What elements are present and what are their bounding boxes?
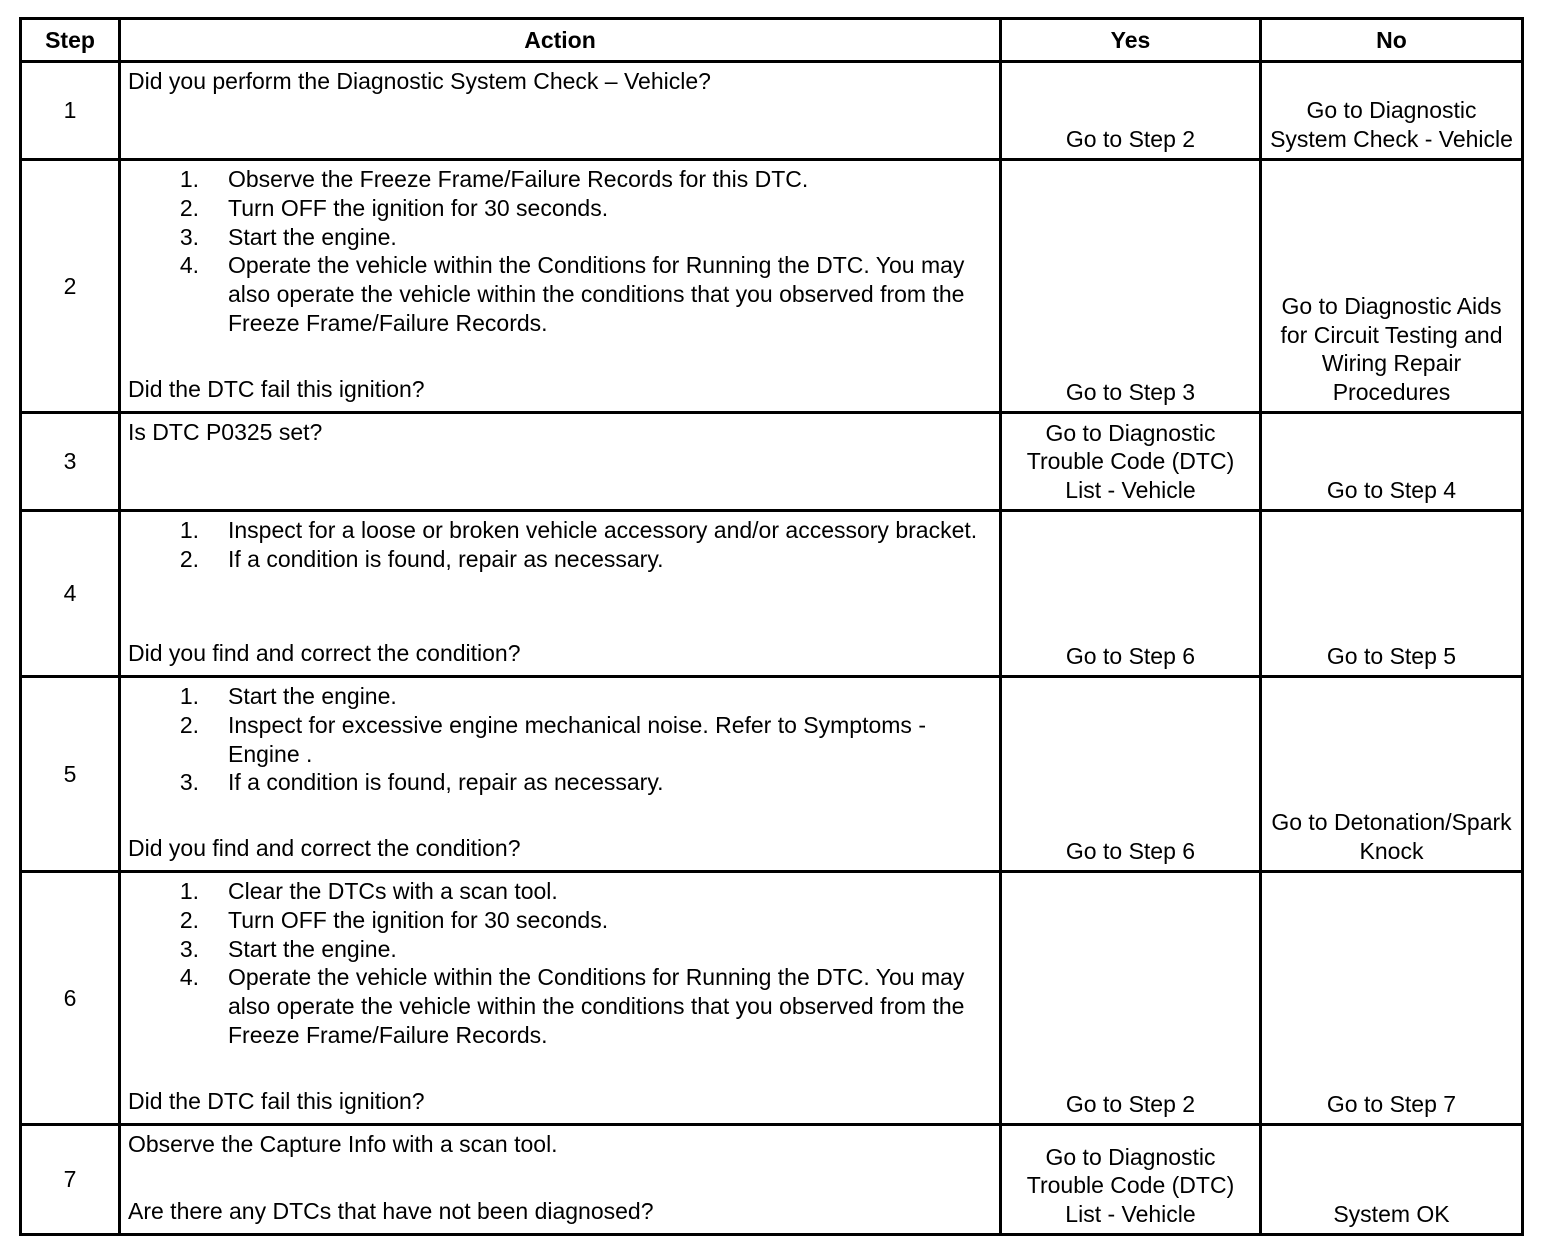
no-result: System OK [1261, 1125, 1523, 1235]
action-steps-list [128, 165, 991, 338]
no-result: Go to Step 4 [1261, 413, 1523, 511]
action-steps-list [128, 516, 991, 574]
action-cell [120, 677, 1001, 872]
list-item [128, 935, 991, 964]
action-cell [120, 511, 1001, 677]
action-steps-list [128, 877, 991, 1050]
table-row [21, 62, 1523, 160]
action-question: Is DTC P0325 set? [128, 419, 323, 445]
list-item-text: Start the engine. [228, 683, 397, 709]
step-number: 7 [21, 1125, 120, 1235]
list-item [128, 877, 991, 906]
list-item-text: Turn OFF the ignition for 30 seconds. [228, 906, 609, 933]
header-no: No [1261, 19, 1523, 62]
action-cell [120, 1125, 1001, 1235]
step-number: 2 [21, 160, 120, 413]
action-question: Are there any DTCs that have not been diagnosed? [128, 1198, 654, 1225]
list-item [128, 682, 991, 711]
no-result: Go to Step 7 [1261, 872, 1523, 1125]
list-item [128, 963, 991, 1049]
list-item-text: Inspect for a loose or broken vehicle accessory and/or accessory bracket. [228, 517, 978, 543]
step-number: 3 [21, 413, 120, 511]
table-row [21, 413, 1523, 511]
list-item [128, 545, 991, 574]
list-item-text: Operate the vehicle within the Conditions for Running the DTC. You may also operate the vehicle within the conditions that you observed from the Freeze Frame/Failure Records. [228, 964, 965, 1048]
list-item-number: 1. [179, 683, 199, 709]
action-question: Did the DTC fail this ignition? [128, 376, 425, 403]
list-item-text: If a condition is found, repair as necessary. [228, 769, 664, 796]
action-steps-list [128, 682, 991, 797]
action-cell [120, 62, 1001, 160]
list-item [128, 711, 991, 769]
list-item [128, 906, 991, 935]
header-row [21, 19, 1523, 62]
list-item-text: Start the engine. [228, 935, 397, 962]
action-question: Did you perform the Diagnostic System Check – Vehicle? [128, 68, 711, 94]
yes-result: Go to Diagnostic Trouble Code (DTC) List - Vehicle [1001, 413, 1261, 511]
list-item-number: 2. [179, 711, 199, 738]
list-item-number: 3. [179, 935, 199, 962]
step-number: 1 [21, 62, 120, 160]
list-item-text: Clear the DTCs with a scan tool. [228, 878, 558, 904]
list-item [128, 251, 991, 337]
list-item-number: 4. [179, 964, 199, 991]
action-question: Did the DTC fail this ignition? [128, 1088, 425, 1115]
header-action: Action [120, 19, 1001, 62]
yes-result: Go to Step 2 [1001, 62, 1261, 160]
list-item-number: 2. [179, 545, 199, 572]
action-question: Did you find and correct the condition? [128, 835, 521, 862]
step-number: 6 [21, 872, 120, 1125]
list-item-text: Turn OFF the ignition for 30 seconds. [228, 194, 609, 221]
yes-result: Go to Step 3 [1001, 160, 1261, 413]
action-cell [120, 160, 1001, 413]
list-item [128, 223, 991, 252]
step-number: 4 [21, 511, 120, 677]
list-item [128, 194, 991, 223]
table-row [21, 677, 1523, 872]
table-row [21, 872, 1523, 1125]
list-item-number: 1. [179, 878, 199, 904]
no-result: Go to Step 5 [1261, 511, 1523, 677]
list-item-number: 2. [179, 906, 199, 933]
list-item [128, 768, 991, 797]
no-result: Go to Detonation/Spark Knock [1261, 677, 1523, 872]
list-item [128, 516, 991, 545]
list-item-number: 1. [179, 166, 199, 192]
action-question: Did you find and correct the condition? [128, 640, 521, 667]
action-lead-text: Observe the Capture Info with a scan tool. [128, 1131, 558, 1157]
table-row [21, 511, 1523, 677]
no-result: Go to Diagnostic Aids for Circuit Testing and Wiring Repair Procedures [1261, 160, 1523, 413]
diagnostic-table [19, 17, 1524, 1236]
list-item-number: 2. [179, 194, 199, 221]
action-cell [120, 413, 1001, 511]
yes-result: Go to Step 2 [1001, 872, 1261, 1125]
list-item-number: 3. [179, 223, 199, 250]
table-body [21, 62, 1523, 1235]
list-item-text: If a condition is found, repair as necessary. [228, 545, 664, 572]
list-item-text: Observe the Freeze Frame/Failure Records for this DTC. [228, 166, 809, 192]
list-item-number: 1. [179, 517, 199, 543]
list-item-text: Inspect for excessive engine mechanical noise. Refer to Symptoms - Engine . [228, 711, 926, 767]
list-item [128, 165, 991, 194]
table-row [21, 1125, 1523, 1235]
list-item-number: 4. [179, 252, 199, 279]
yes-result: Go to Step 6 [1001, 511, 1261, 677]
table-row [21, 160, 1523, 413]
header-step: Step [21, 19, 120, 62]
step-number: 5 [21, 677, 120, 872]
yes-result: Go to Diagnostic Trouble Code (DTC) List - Vehicle [1001, 1125, 1261, 1235]
list-item-number: 3. [179, 769, 199, 796]
list-item-text: Start the engine. [228, 223, 397, 250]
no-result: Go to Diagnostic System Check - Vehicle [1261, 62, 1523, 160]
yes-result: Go to Step 6 [1001, 677, 1261, 872]
header-yes: Yes [1001, 19, 1261, 62]
action-cell [120, 872, 1001, 1125]
list-item-text: Operate the vehicle within the Conditions for Running the DTC. You may also operate the vehicle within the conditions that you observed from the Freeze Frame/Failure Records. [228, 252, 965, 336]
